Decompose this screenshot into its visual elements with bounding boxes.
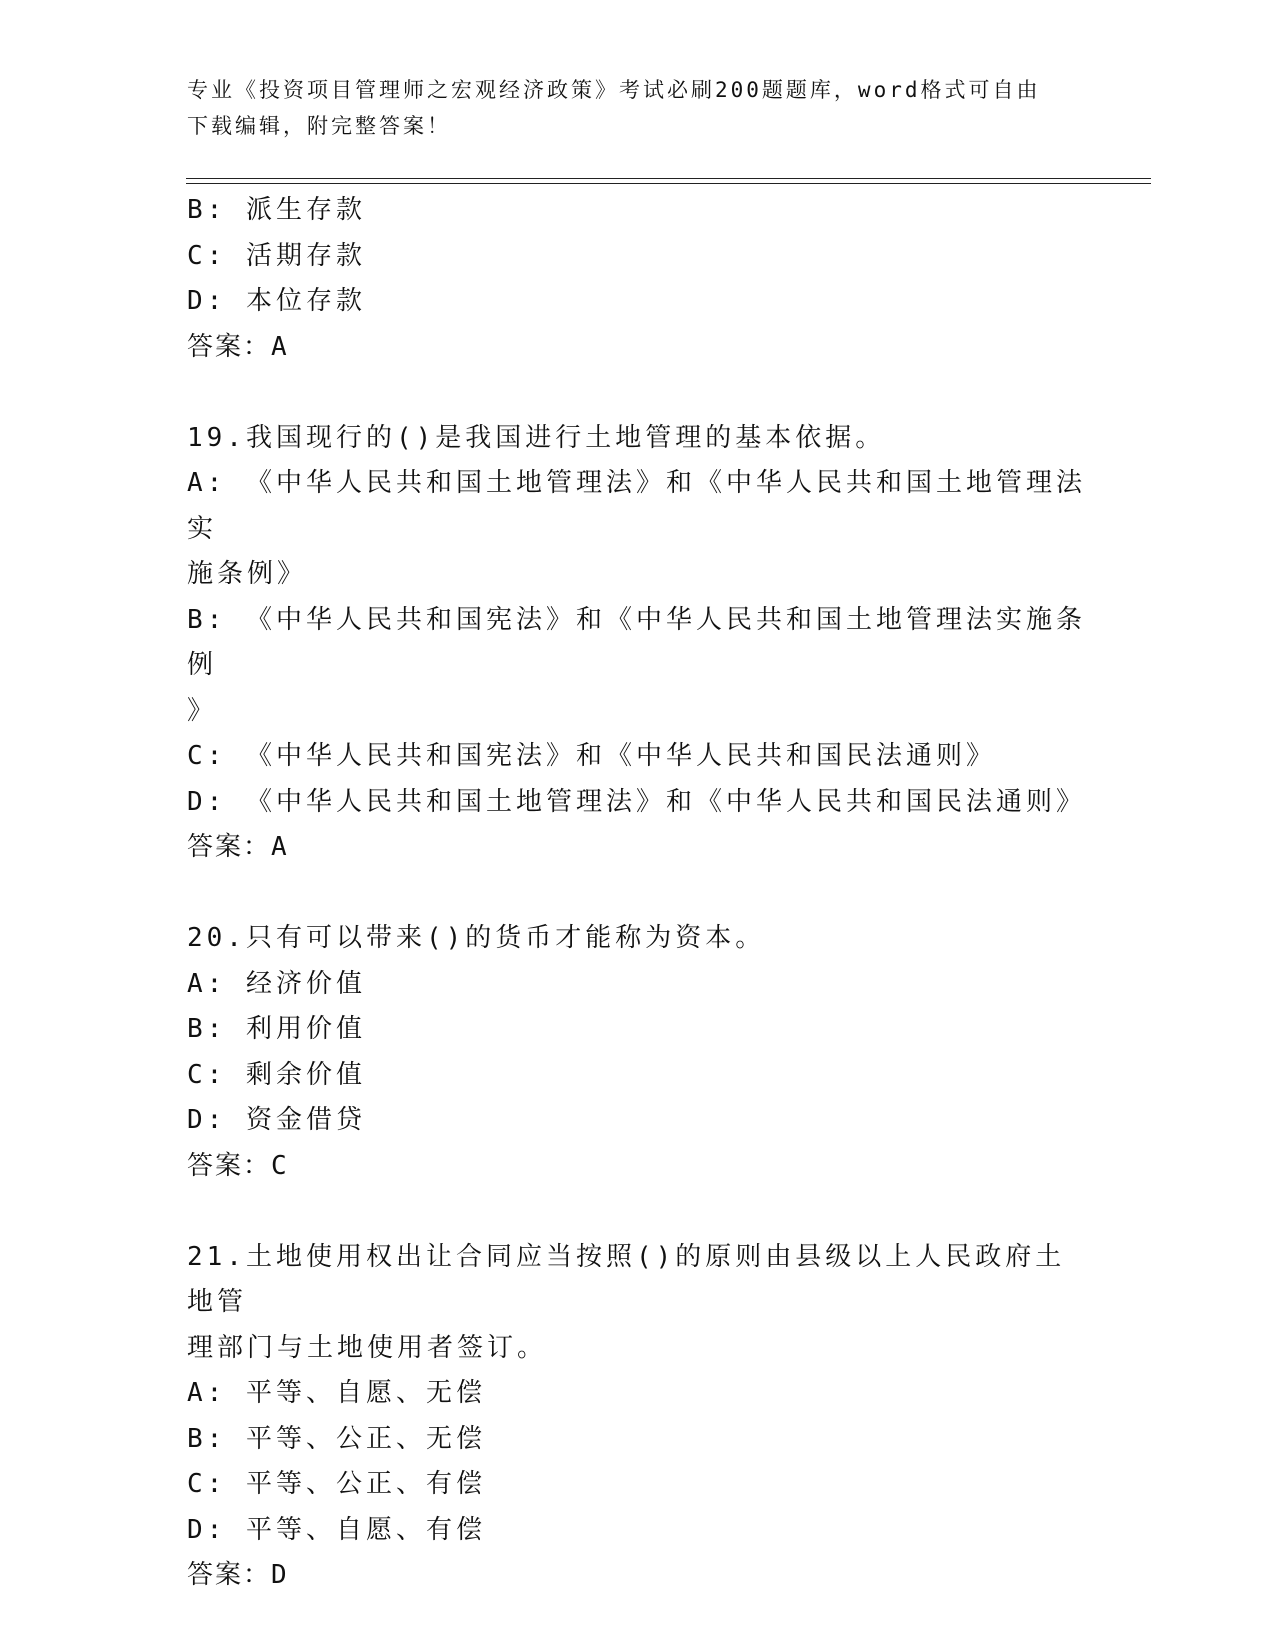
header-rule-top — [186, 178, 1151, 179]
option-d: D: 本位存款 — [187, 286, 366, 316]
option-c: C: 剩余价值 — [187, 1059, 366, 1090]
header-line-1: 专业《投资项目管理师之宏观经济政策》考试必刷200题题库，word格式可自由 — [187, 78, 1041, 102]
option-c: C: 《中华人民共和国宪法》和《中华人民共和国民法通则》 — [187, 741, 996, 771]
option-a-line-1: A: 《中华人民共和国土地管理法》和《中华人民共和国土地管理法实 — [187, 468, 1086, 544]
option-b-line-1: B: 《中华人民共和国宪法》和《中华人民共和国土地管理法实施条例 — [187, 604, 1086, 680]
spacer — [187, 370, 1087, 416]
option-c: C: 活期存款 — [187, 240, 366, 271]
question-stem: 19.我国现行的()是我国进行土地管理的基本依据。 — [187, 422, 886, 453]
question-18 — [187, 188, 1087, 370]
option-b-line-2: 》 — [187, 695, 218, 726]
spacer — [187, 1189, 1087, 1235]
question-20 — [187, 916, 1087, 1189]
option-c: C: 平等、公正、有偿 — [187, 1469, 486, 1499]
option-d: D: 平等、自愿、有偿 — [187, 1514, 486, 1545]
option-b: B: 派生存款 — [187, 195, 366, 225]
option-d: D: 资金借贷 — [187, 1105, 366, 1135]
question-stem-line-1: 21.土地使用权出让合同应当按照()的原则由县级以上人民政府土地管 — [187, 1241, 1066, 1317]
question-stem-line-2: 理部门与土地使用者签订。 — [187, 1332, 548, 1363]
spacer — [187, 871, 1087, 917]
document-header — [187, 72, 1067, 144]
option-a: A: 平等、自愿、无偿 — [187, 1378, 486, 1408]
option-b: B: 利用价值 — [187, 1014, 366, 1044]
answer: 答案：A — [187, 331, 289, 362]
option-a: A: 经济价值 — [187, 968, 366, 999]
option-d: D: 《中华人民共和国土地管理法》和《中华人民共和国民法通则》 — [187, 786, 1086, 817]
question-stem: 20.只有可以带来()的货币才能称为资本。 — [187, 923, 766, 953]
header-line-2: 下载编辑，附完整答案！ — [187, 114, 451, 138]
option-a-line-2: 施条例》 — [187, 559, 308, 589]
answer: 答案：D — [187, 1560, 289, 1590]
answer: 答案：C — [187, 1150, 289, 1181]
question-content — [187, 188, 1087, 1599]
question-19 — [187, 416, 1087, 871]
header-rule-bottom — [186, 183, 1151, 184]
answer: 答案：A — [187, 832, 289, 862]
question-21 — [187, 1235, 1087, 1599]
option-b: B: 平等、公正、无偿 — [187, 1423, 486, 1454]
